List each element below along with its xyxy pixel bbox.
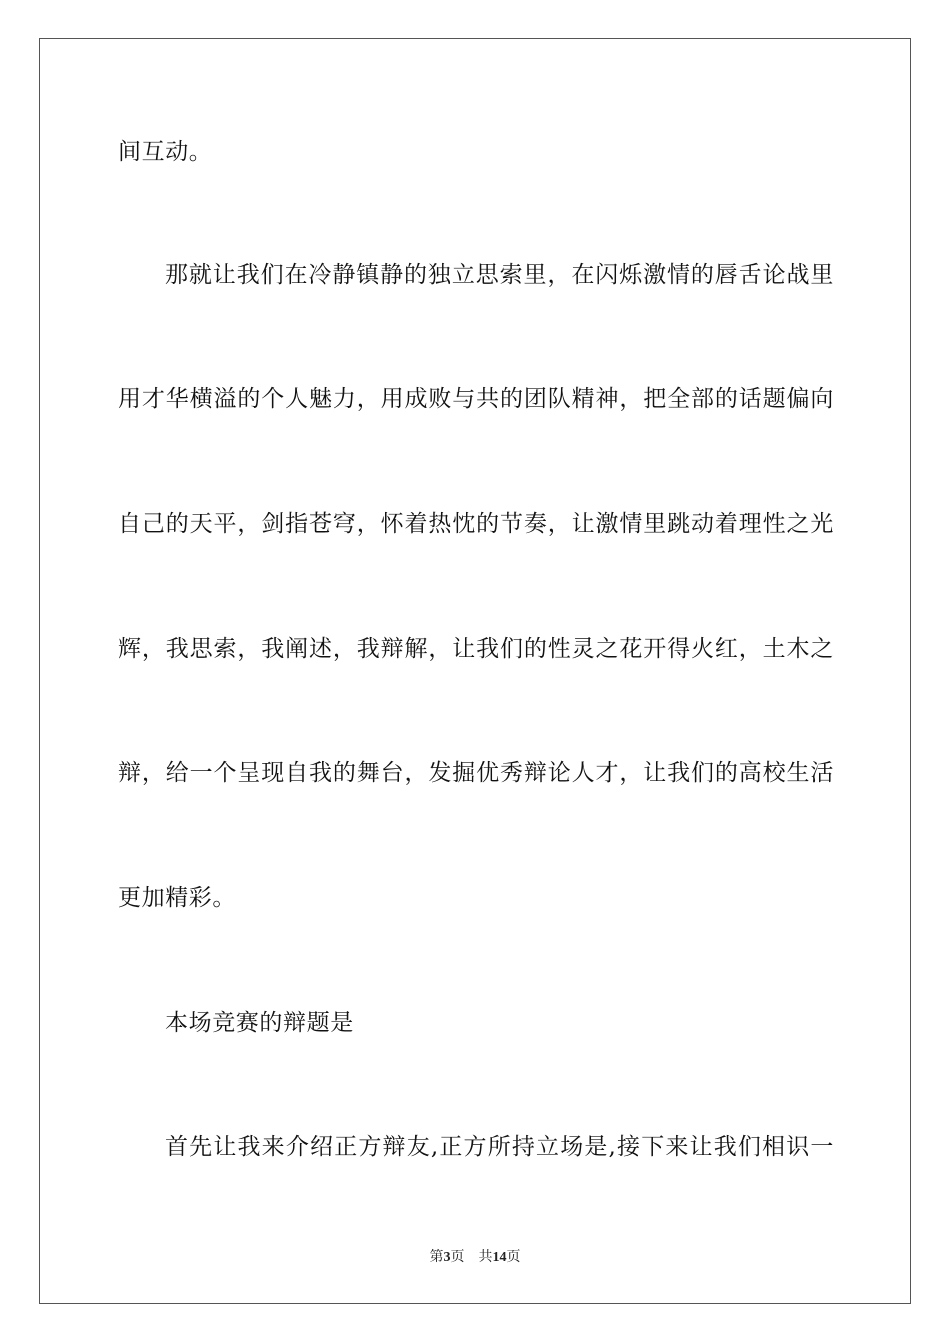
- text-line-5: 辉，我思索，我阐述，我辩解，让我们的性灵之花开得火红，土木之: [118, 636, 834, 662]
- page-footer: [0, 1248, 950, 1267]
- text-line-4: 自己的天平，剑指苍穹，怀着热忱的节奏，让激情里跳动着理性之光: [118, 511, 834, 537]
- text-line-1: 间互动。: [118, 139, 213, 165]
- footer-page-current: 3: [443, 1250, 451, 1265]
- footer-page-unit: 页: [450, 1249, 465, 1265]
- text-line-7: 更加精彩。: [118, 885, 236, 911]
- page-border: [39, 38, 911, 1304]
- footer-total-unit: 页: [506, 1249, 521, 1265]
- text-line-8: 本场竞赛的辩题是: [165, 1010, 354, 1036]
- text-line-2: 那就让我们在冷静镇静的独立思索里，在闪烁激情的唇舌论战里: [165, 262, 834, 288]
- footer-total-prefix: 共: [478, 1249, 493, 1265]
- footer-page-prefix: 第: [429, 1249, 444, 1265]
- text-line-9: 首先让我来介绍正方辩友,正方所持立场是,接下来让我们相识一: [165, 1134, 834, 1160]
- text-line-3: 用才华横溢的个人魅力，用成败与共的团队精神，把全部的话题偏向: [118, 386, 834, 412]
- text-line-6: 辩，给一个呈现自我的舞台，发掘优秀辩论人才，让我们的高校生活: [118, 760, 834, 786]
- footer-page-total: 14: [492, 1250, 507, 1265]
